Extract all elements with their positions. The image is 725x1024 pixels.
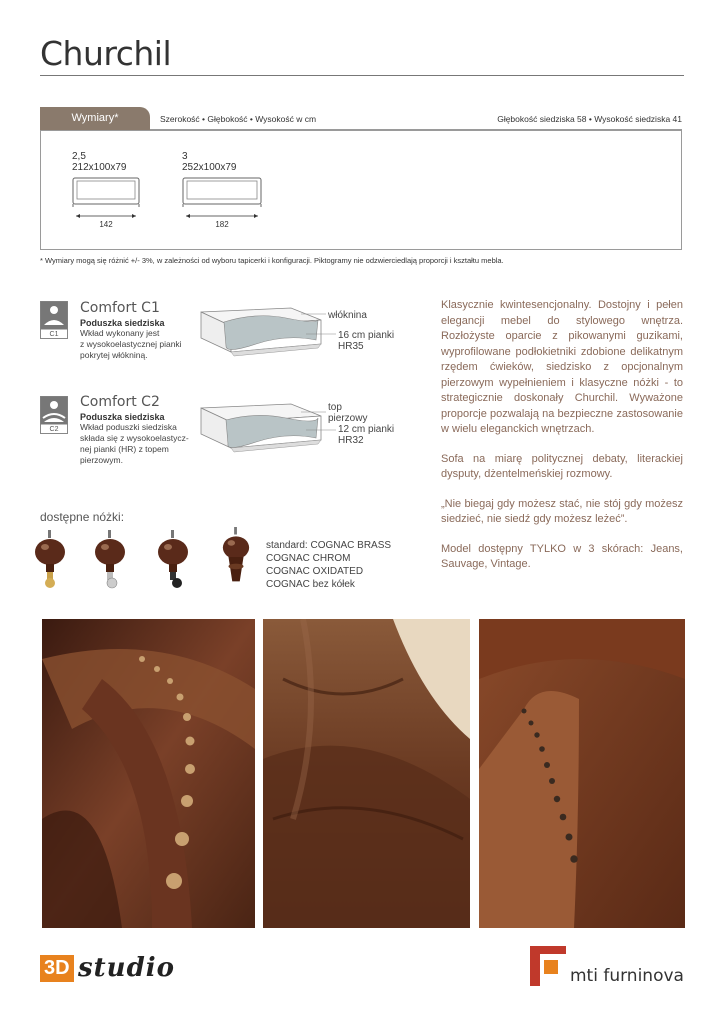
comfort-title: Comfort C2 — [80, 394, 160, 410]
layer-main-label — [338, 424, 394, 446]
width-arrow-icon — [72, 212, 140, 220]
leg-oxidated-icon — [155, 530, 191, 590]
comfort-c1 — [80, 300, 182, 361]
badge-label: C1 — [49, 331, 59, 338]
badge-label: C2 — [49, 426, 59, 433]
description-paragraph: Sofa na miarę politycznej debaty, literackiej dysputy, dżentelmeńskiej rozmowy. — [441, 452, 683, 480]
layer-top-line: pierzowy — [328, 413, 368, 424]
seat-width: 142 — [99, 220, 113, 229]
sofa-pictogram-icon — [72, 177, 140, 207]
leg-chrome-icon — [92, 530, 128, 590]
comfort-subtitle: Poduszka siedziska — [80, 318, 165, 328]
leg-option: standard: COGNAC BRASS — [266, 540, 392, 551]
leg-option: COGNAC bez kółek — [266, 579, 355, 590]
comfort-subtitle: Poduszka siedziska — [80, 412, 165, 422]
comfort-title: Comfort C1 — [80, 300, 160, 316]
variant-size: 252x100x79 — [182, 162, 237, 173]
description-paragraph: „Nie biegaj gdy możesz stać, nie stój gdy możesz siedzieć, nie siedź gdy możesz leżeć”. — [441, 497, 683, 525]
cushion-c1-illustration — [196, 300, 336, 360]
title-divider — [40, 75, 684, 76]
dimensions-footnote: * Wymiary mogą się różnić +/- 3%, w zależności od wyboru tapicerki i konfiguracji. Piktogramy nie odzwierciedlają proporcji i kształtu mebla. — [40, 256, 504, 265]
cushion-c2-illustration — [196, 396, 336, 456]
description-paragraph: Klasycznie kwintesencjonalny. Dostojny i pełen elegancji mebel do stylowego wnętrza. Rozłożyste oparcie z pikowanymi guzikami, wyprofilowane podłokietniki zdobione delikatnym rzędem ćwieków, siedzisko z opcjonalnym pierzowym wypełnieniem i klasyczne nóżki - to strategicznie doskonały Churchil. Wyważone proporcje pozwalają na bezpieczne zastosowanie w wielu eleganckich wnętrzach. — [441, 299, 683, 435]
3d-studio-logo — [40, 953, 175, 983]
leg-options-list — [266, 539, 391, 591]
mti-furninova-logo — [530, 946, 684, 986]
comfort-c1-icon — [40, 301, 68, 339]
variant-name: 3 — [182, 151, 188, 162]
width-arrow-icon — [182, 212, 262, 220]
layer-main-label — [338, 330, 394, 352]
leg-option: COGNAC OXIDATED — [266, 566, 364, 577]
leather-photo-3 — [479, 619, 685, 928]
dimensions-header: Szerokość • Głębokość • Wysokość w cm — [160, 114, 317, 124]
comfort-desc-line: Wkład poduszki siedziska — [80, 422, 177, 432]
comfort-desc-line: pokrytej włókniną. — [80, 350, 148, 360]
variant-name: 2,5 — [72, 151, 86, 162]
comfort-desc-line: nej pianki (HR) z topem — [80, 444, 169, 454]
comfort-c2-icon — [40, 396, 68, 434]
leg-option: COGNAC CHROM — [266, 553, 351, 564]
logo-word: mti furninova — [570, 966, 684, 986]
layer-main-line: HR35 — [338, 341, 364, 352]
logo-badge: 3D — [40, 955, 74, 982]
variant-size: 212x100x79 — [72, 162, 127, 173]
layer-top-label: włóknina — [328, 310, 367, 321]
seat-info: Głębokość siedziska 58 • Wysokość siedziska 41 — [497, 114, 682, 124]
comfort-c2 — [80, 394, 189, 466]
legs-label: dostępne nóżki: — [40, 510, 125, 524]
layer-top-line: top — [328, 402, 342, 413]
layer-top-label — [328, 402, 367, 424]
layer-main-line: 16 cm pianki — [338, 330, 395, 341]
comfort-desc-line: z wysokoelastycznej pianki — [80, 339, 182, 349]
comfort-desc-line: pierzowym. — [80, 455, 123, 465]
leather-photo-2 — [263, 619, 470, 928]
page-title: Churchil — [40, 34, 172, 73]
seat-width: 182 — [215, 220, 229, 229]
variant-3 — [182, 151, 262, 229]
dimensions-tab: Wymiary* — [40, 107, 150, 130]
logo-word: studio — [78, 953, 175, 983]
variant-2-5 — [72, 151, 140, 229]
leather-photo-1 — [42, 619, 255, 928]
furninova-mark-icon — [530, 946, 566, 986]
leg-no-wheels-icon — [218, 527, 254, 587]
comfort-desc-line: składa się z wysokoelastycz- — [80, 433, 189, 443]
comfort-desc-line: Wkład wykonany jest — [80, 328, 160, 338]
sofa-pictogram-icon — [182, 177, 262, 207]
product-description — [441, 298, 683, 587]
layer-main-line: 12 cm pianki — [338, 424, 395, 435]
description-paragraph: Model dostępny TYLKO w 3 skórach: Jeans, Sauvage, Vintage. — [441, 542, 683, 570]
layer-main-line: HR32 — [338, 435, 364, 446]
leg-brass-icon — [32, 530, 68, 590]
